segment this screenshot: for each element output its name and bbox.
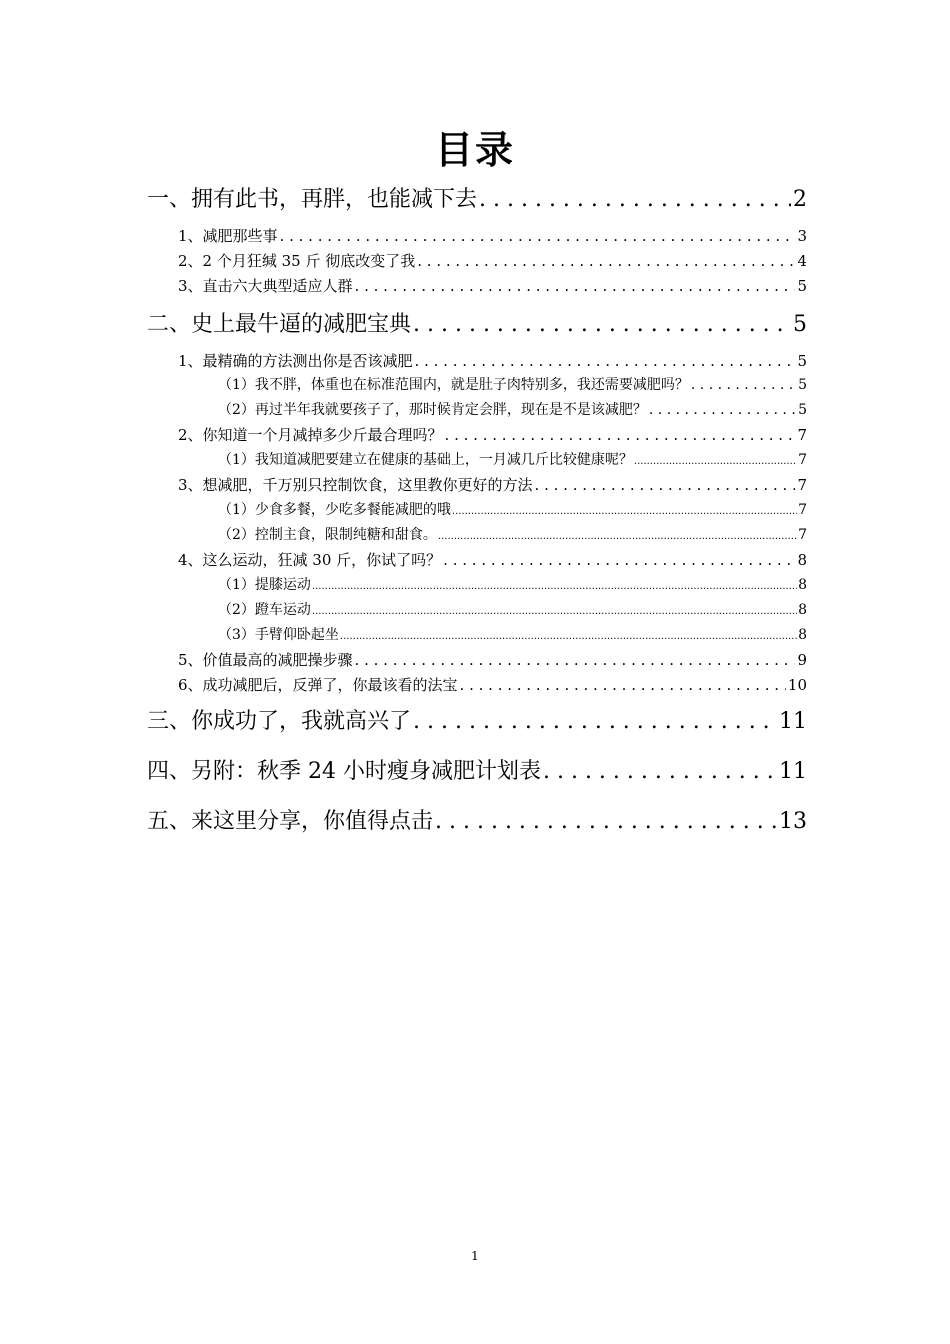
toc-entry-page: 10 xyxy=(787,676,807,694)
toc-entry-chapter[interactable] xyxy=(147,757,807,787)
toc-entry-page: 5 xyxy=(793,312,807,337)
toc-leader-dots xyxy=(445,424,796,446)
toc-entry-section[interactable] xyxy=(178,250,807,272)
toc-entry-page: 7 xyxy=(798,502,807,518)
toc-leader-dots xyxy=(415,350,796,372)
toc-entry-text: 二、史上最牛逼的减肥宝典 xyxy=(147,312,412,337)
toc-leader-dots xyxy=(312,576,797,598)
toc-entry-subsection[interactable] xyxy=(218,449,807,473)
toc-leader-dots xyxy=(435,807,777,837)
toc-entry-subsection[interactable] xyxy=(218,499,807,523)
toc-entry-text: （2）再过半年我就要孩子了，那时候肯定会胖，现在是不是该减肥？ xyxy=(218,402,647,418)
toc-entry-page: 11 xyxy=(779,709,807,734)
toc-leader-dots xyxy=(438,526,797,548)
toc-entry-subsection[interactable] xyxy=(218,599,807,623)
toc-entry-subsection[interactable] xyxy=(218,524,807,548)
toc-entry-page: 7 xyxy=(797,476,807,494)
toc-title: 目录 xyxy=(434,128,515,172)
toc-entry-page: 8 xyxy=(797,551,807,569)
toc-entry-text: 1、最精确的方法测出你是否该减肥 xyxy=(178,352,413,370)
toc-leader-dots xyxy=(312,601,797,623)
toc-entry-text: 6、成功减肥后，反弹了，你最该看的法宝 xyxy=(178,676,458,694)
toc-leader-dots xyxy=(535,474,796,496)
toc-entry-text: （3）手臂仰卧起坐 xyxy=(218,627,339,643)
toc-entry-section[interactable] xyxy=(178,649,807,671)
toc-entry-section[interactable] xyxy=(178,225,807,247)
toc-entry-subsection[interactable] xyxy=(218,574,807,598)
toc-entry-page: 5 xyxy=(797,277,807,295)
toc-entry-section[interactable] xyxy=(178,424,807,446)
toc-entry-subsection[interactable] xyxy=(218,624,807,648)
toc-entry-text: 一、拥有此书，再胖，也能减下去 xyxy=(147,187,478,212)
toc-leader-dots xyxy=(543,757,777,787)
toc-entry-chapter[interactable] xyxy=(147,185,807,215)
toc-entry-text: 五、来这里分享，你值得点击 xyxy=(147,809,434,834)
toc-entry-subsection[interactable] xyxy=(218,399,807,421)
toc-entry-page: 8 xyxy=(798,577,807,593)
toc-entry-page: 5 xyxy=(798,377,807,393)
toc-entry-chapter[interactable] xyxy=(147,310,807,340)
toc-entry-section[interactable] xyxy=(178,275,807,297)
toc-entry-section[interactable] xyxy=(178,350,807,372)
toc-leader-dots xyxy=(460,674,786,696)
toc-entry-text: 四、另附：秋季 24 小时瘦身减肥计划表 xyxy=(147,759,541,784)
toc-entry-chapter[interactable] xyxy=(147,807,807,837)
toc-entry-page: 3 xyxy=(797,227,807,245)
toc-leader-dots xyxy=(649,399,796,421)
toc-entry-text: （1）我知道减肥要建立在健康的基础上，一月减几斤比较健康呢？ xyxy=(218,452,633,468)
toc-entry-page: 5 xyxy=(797,352,807,370)
toc-leader-dots xyxy=(479,185,791,215)
toc-leader-dots xyxy=(417,250,795,272)
toc-entry-text: 5、价值最高的减肥操步骤 xyxy=(178,651,353,669)
toc-leader-dots xyxy=(280,225,796,247)
toc-leader-dots xyxy=(355,649,796,671)
toc-leader-dots xyxy=(634,451,797,473)
toc-leader-dots xyxy=(340,626,797,648)
toc-entry-text: 4、这么运动，狂减 30 斤，你试了吗？ xyxy=(178,551,442,569)
toc-entry-page: 5 xyxy=(798,402,807,418)
toc-entry-text: （1）提膝运动 xyxy=(218,577,311,593)
toc-entry-text: 2、2 个月狂缄 35 斤 彻底改变了我 xyxy=(178,252,416,270)
toc-entry-chapter[interactable] xyxy=(147,707,807,737)
toc-entry-page: 2 xyxy=(793,187,807,212)
toc-entry-page: 13 xyxy=(779,809,807,834)
toc-entry-text: （2）控制主食，限制纯糖和甜食。 xyxy=(218,527,437,543)
toc-leader-dots xyxy=(413,707,777,737)
toc-leader-dots xyxy=(452,501,797,523)
toc-leader-dots xyxy=(355,275,796,297)
toc-entry-text: 1、减肥那些事 xyxy=(178,227,278,245)
toc-entry-text: 3、想减肥，千万别只控制饮食，这里教你更好的方法 xyxy=(178,476,533,494)
toc-entry-page: 4 xyxy=(797,252,807,270)
toc-entry-section[interactable] xyxy=(178,474,807,496)
toc-entry-page: 7 xyxy=(798,527,807,543)
toc-entry-text: （2）蹬车运动 xyxy=(218,602,311,618)
toc-leader-dots xyxy=(443,549,795,571)
page-number: 1 xyxy=(471,1249,479,1263)
toc-entry-section[interactable] xyxy=(178,549,807,571)
toc-entry-text: （1）我不胖，体重也在标准范围内，就是肚子肉特别多，我还需要减肥吗？ xyxy=(218,377,689,393)
toc-entry-page: 9 xyxy=(797,651,807,669)
toc-entry-page: 7 xyxy=(798,452,807,468)
toc-entry-page: 8 xyxy=(798,627,807,643)
toc-entry-page: 8 xyxy=(798,602,807,618)
toc-entry-text: 三、你成功了，我就高兴了 xyxy=(147,709,412,734)
toc-entry-text: 3、直击六大典型适应人群 xyxy=(178,277,353,295)
toc-leader-dots xyxy=(691,374,796,396)
toc-entry-page: 7 xyxy=(797,426,807,444)
toc-entry-text: （1）少食多餐，少吃多餐能减肥的哦 xyxy=(218,502,451,518)
toc-entry-section[interactable] xyxy=(178,674,807,696)
toc-entry-page: 11 xyxy=(779,759,807,784)
toc-leader-dots xyxy=(413,310,791,340)
toc-entry-subsection[interactable] xyxy=(218,374,807,396)
toc-entry-text: 2、你知道一个月减掉多少斤最合理吗？ xyxy=(178,426,443,444)
